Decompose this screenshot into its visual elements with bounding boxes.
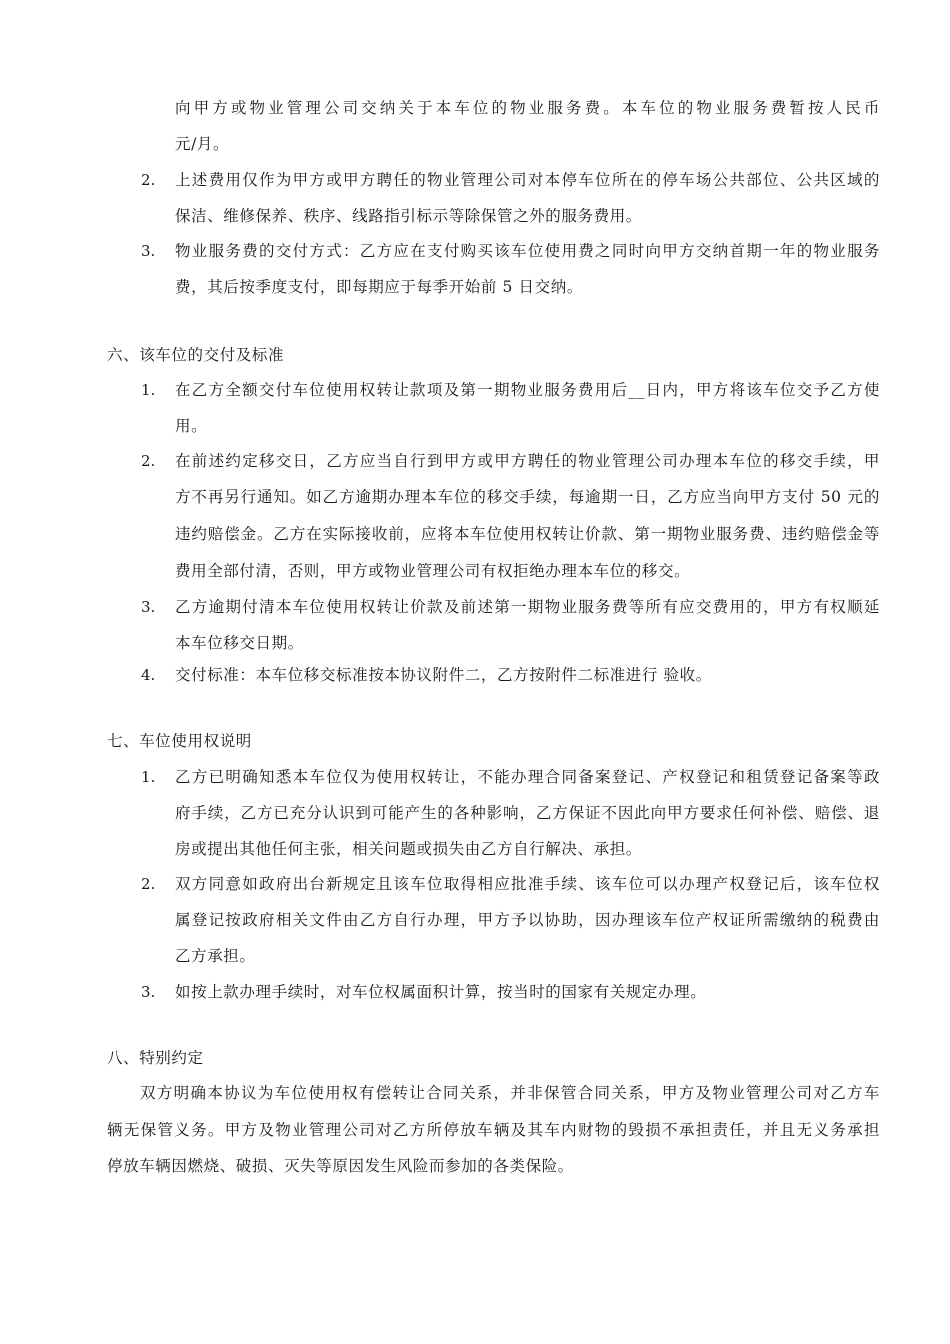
s6-item3-number: 3. <box>141 598 156 616</box>
s5-cont-line2: 元/月。 <box>175 135 230 153</box>
s6-heading: 六、该车位的交付及标准 <box>107 346 285 364</box>
s5-item2-line1: 上述费用仅作为甲方或甲方聘任的物业管理公司对本停车位所在的停车场公共部位、公共区域的 <box>175 171 880 189</box>
s5-cont-line1: 向甲方或物业管理公司交纳关于本车位的物业服务费。本车位的物业服务费暂按人民币 <box>175 99 880 117</box>
s8-para-line2: 辆无保管义务。甲方及物业管理公司对乙方所停放车辆及其车内财物的毁损不承担责任，并且无义务承担 <box>107 1121 880 1139</box>
s6-item2-number: 2. <box>141 452 156 470</box>
s8-heading: 八、特别约定 <box>107 1049 204 1067</box>
s7-heading: 七、车位使用权说明 <box>107 732 252 750</box>
s6-item2-line1: 在前述约定移交日，乙方应当自行到甲方或甲方聘任的物业管理公司办理本车位的移交手续，甲 <box>175 452 880 470</box>
s7-item1-line3: 房或提出其他任何主张，相关问题或损失由乙方自行解决、承担。 <box>175 840 642 858</box>
s6-item3-line1: 乙方逾期付清本车位使用权转让价款及前述第一期物业服务费等所有应交费用的，甲方有权顺延 <box>175 598 880 616</box>
s6-item2-line2: 方不再另行通知。如乙方逾期办理本车位的移交手续，每逾期一日，乙方应当向甲方支付 50 元的 <box>175 488 880 506</box>
s5-item3-line2: 费，其后按季度支付，即每期应于每季开始前 5 日交纳。 <box>175 278 583 296</box>
s8-para-line3: 停放车辆因燃烧、破损、灭失等原因发生风险而参加的各类保险。 <box>107 1157 574 1175</box>
s5-item3-number: 3. <box>141 242 156 260</box>
s7-item2-line2: 属登记按政府相关文件由乙方自行办理，甲方予以协助，因办理该车位产权证所需缴纳的税费由 <box>175 911 880 929</box>
s6-item1-line1: 在乙方全额交付车位使用权转让款项及第一期物业服务费用后__日内，甲方将该车位交予乙方使 <box>175 381 880 399</box>
s7-item3-line1: 如按上款办理手续时，对车位权属面积计算，按当时的国家有关规定办理。 <box>175 983 707 1001</box>
s7-item1-number: 1. <box>141 768 156 786</box>
s8-para-line1: 双方明确本协议为车位使用权有偿转让合同关系，并非保管合同关系，甲方及物业管理公司对乙方车 <box>140 1084 880 1102</box>
s7-item2-line3: 乙方承担。 <box>175 947 256 965</box>
s7-item1-line2: 府手续，乙方已充分认识到可能产生的各种影响，乙方保证不因此向甲方要求任何补偿、赔偿、退 <box>175 804 880 822</box>
s6-item4-number: 4. <box>141 666 156 684</box>
s7-item3-number: 3. <box>141 983 156 1001</box>
s7-item2-number: 2. <box>141 875 156 893</box>
s6-item2-line3: 违约赔偿金。乙方在实际接收前，应将本车位使用权转让价款、第一期物业服务费、违约赔偿金等 <box>175 525 880 543</box>
s6-item1-number: 1. <box>141 381 156 399</box>
s6-item2-line4: 费用全部付清，否则，甲方或物业管理公司有权拒绝办理本车位的移交。 <box>175 562 691 580</box>
s7-item1-line1: 乙方已明确知悉本车位仅为使用权转让，不能办理合同备案登记、产权登记和租赁登记备案等政 <box>175 768 880 786</box>
s6-item1-line2: 用。 <box>175 417 208 435</box>
s5-item3-line1: 物业服务费的交付方式：乙方应在支付购买该车位使用费之同时向甲方交纳首期一年的物业服务 <box>175 242 880 260</box>
s6-item4-line1: 交付标准：本车位移交标准按本协议附件二，乙方按附件二标准进行 验收。 <box>175 666 712 684</box>
s5-item2-number: 2. <box>141 171 156 189</box>
s6-item3-line2: 本车位移交日期。 <box>175 634 304 652</box>
s5-item2-line2: 保洁、维修保养、秩序、线路指引标示等除保管之外的服务费用。 <box>175 207 642 225</box>
s7-item2-line1: 双方同意如政府出台新规定且该车位取得相应批准手续、该车位可以办理产权登记后，该车位权 <box>175 875 880 893</box>
